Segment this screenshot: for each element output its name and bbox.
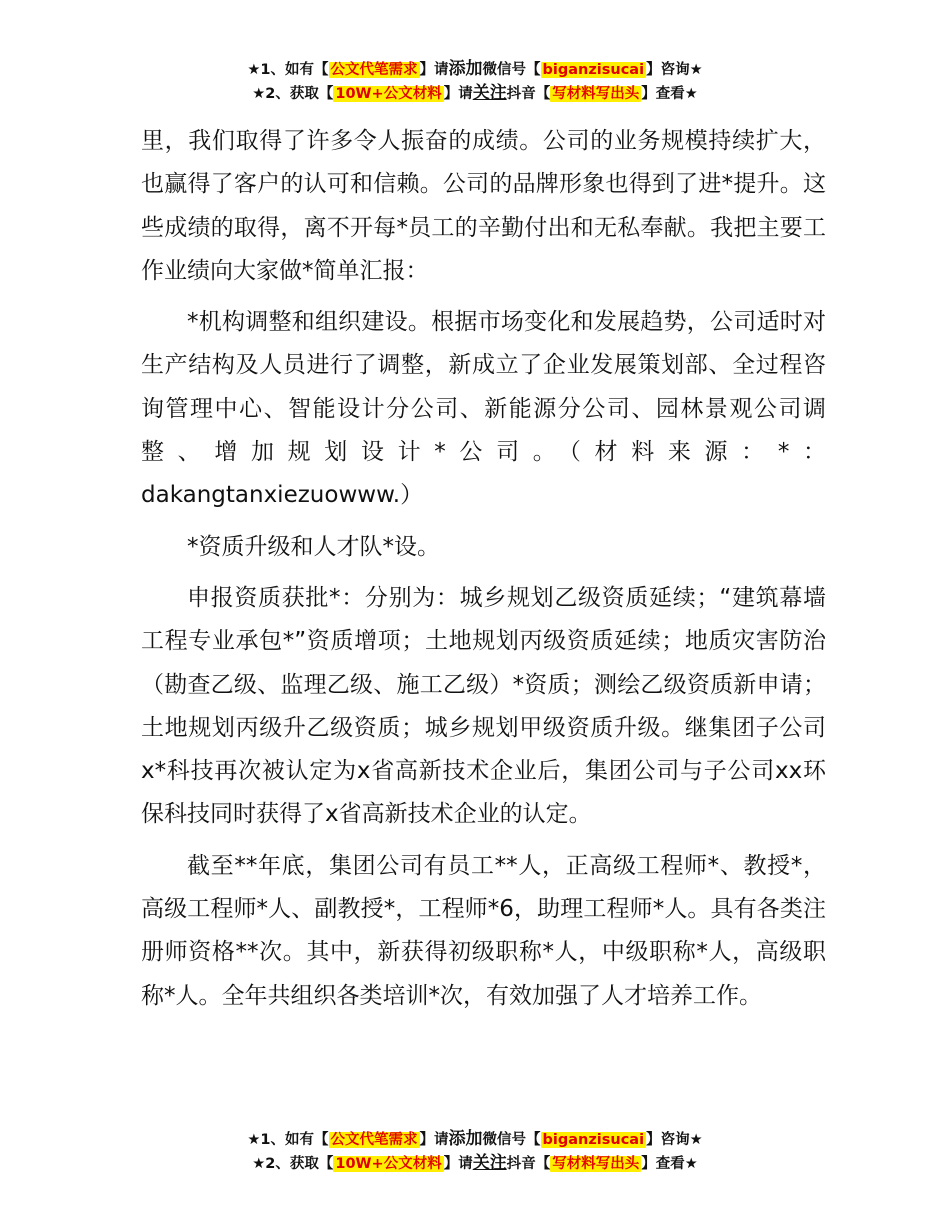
highlight-wechat-id: biganzisucai xyxy=(542,62,645,78)
banner-text: 】咨询★ xyxy=(646,1132,703,1148)
header-banner xyxy=(0,58,950,106)
paragraph: 里，我们取得了许多令人振奋的成绩。公司的业务规模持续扩大，也赢得了客户的认可和信赖。公司的品牌形象也得到了进*提升。这些成绩的取得，离不开每*员工的辛勤付出和无私奉献。我把主要工作业绩向大家做*简单汇报： xyxy=(141,128,826,284)
banner-emphasis: 添加 xyxy=(448,1129,483,1149)
banner-text: ★2、获取【 xyxy=(252,86,334,102)
footer-banner xyxy=(0,1128,950,1176)
banner-text: 】查看★ xyxy=(641,1156,698,1172)
banner-line-2 xyxy=(0,82,950,106)
banner-text: 】请 xyxy=(443,1156,473,1172)
banner-text: 微信号【 xyxy=(482,62,541,78)
highlight-service: 公文代笔需求 xyxy=(330,1132,418,1148)
banner-line-1 xyxy=(0,58,950,82)
banner-line-2 xyxy=(0,1152,950,1176)
banner-text: ★2、获取【 xyxy=(252,1156,334,1172)
banner-text: 】咨询★ xyxy=(646,62,703,78)
highlight-douyin-id: 写材料写出头 xyxy=(552,86,640,102)
banner-text: 微信号【 xyxy=(482,1132,541,1148)
banner-text: ★1、如有【 xyxy=(247,1132,329,1148)
highlight-materials: 10W+公文材料 xyxy=(335,86,442,102)
banner-text: 】查看★ xyxy=(641,86,698,102)
banner-text: 抖音【 xyxy=(506,86,551,102)
banner-text: ★1、如有【 xyxy=(247,62,329,78)
highlight-wechat-id: biganzisucai xyxy=(542,1132,645,1148)
banner-text: 抖音【 xyxy=(506,1156,551,1172)
highlight-douyin-id: 写材料写出头 xyxy=(552,1156,640,1172)
banner-emphasis: 关注 xyxy=(472,83,507,103)
paragraph: 截至**年底，集团公司有员工**人，正高级工程师*、教授*，高级工程师*人、副教授*，工程师*6，助理工程师*人。具有各类注册师资格**次。其中，新获得初级职称*人，中级职称*人，高级职称*人。全年共组织各类培训*次，有效加强了人才培养工作。 xyxy=(141,852,826,1009)
document-body xyxy=(141,120,826,1026)
banner-text: 】请 xyxy=(419,1132,449,1148)
banner-emphasis: 关注 xyxy=(472,1153,507,1173)
paragraph: *资质升级和人才队*设。 xyxy=(187,533,440,560)
banner-text: 】请 xyxy=(419,62,449,78)
paragraph: 申报资质获批*：分别为：城乡规划乙级资质延续；“建筑幕墙工程专业承包*”资质增项；土地规划丙级资质延续；地质灾害防治（勘查乙级、监理乙级、施工乙级）*资质；测绘乙级资质新申请；土地规划丙级升乙级资质；城乡规划甲级资质升级。继集团子公司x*科技再次被认定为x省高新技术企业后，集团公司与子公司xx环保科技同时获得了x省高新技术企业的认定。 xyxy=(141,584,826,828)
banner-text: 】请 xyxy=(443,86,473,102)
banner-emphasis: 添加 xyxy=(448,59,483,79)
highlight-service: 公文代笔需求 xyxy=(330,62,418,78)
highlight-materials: 10W+公文材料 xyxy=(335,1156,442,1172)
banner-line-1 xyxy=(0,1128,950,1152)
paragraph: *机构调整和组织建设。根据市场变化和发展趋势，公司适时对生产结构及人员进行了调整，新成立了企业发展策划部、全过程咨询管理中心、智能设计分公司、新能源分公司、园林景观公司调整、增加规划设计*公司。（材料来源：*：dakangtanxiezuowww.） xyxy=(141,309,826,509)
